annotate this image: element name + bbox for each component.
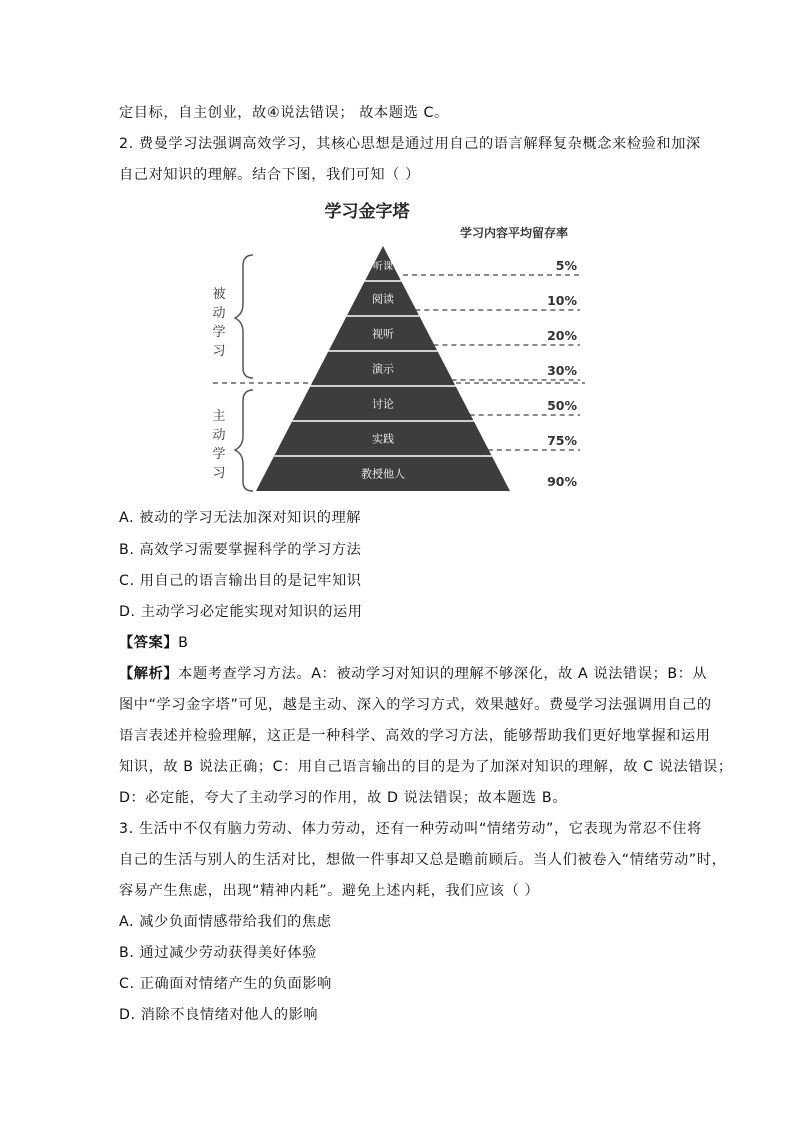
analysis-text: 本题考查学习方法。A：被动学习对知识的理解不够深化，故 A 说法错误；B：从: [178, 666, 708, 682]
side-label-char: 被: [212, 287, 226, 302]
analysis-text-line: 知识，故 B 说法正确；C：用自己语言输出的目的是为了加深对知识的理解，故 C 说法错误；: [119, 759, 733, 775]
active-brace: [235, 390, 253, 491]
side-label-char: 习: [212, 466, 226, 481]
figure-title: 学习金字塔: [324, 202, 410, 222]
analysis-line: [119, 664, 707, 684]
pyramid-level-label: 演示: [372, 362, 394, 376]
answer-value: B: [178, 635, 189, 651]
pyramid-level-label: 实践: [372, 432, 394, 446]
q3-option-d: D. 消除不良情绪对他人的影响: [119, 1007, 319, 1023]
learning-pyramid-figure: [205, 196, 587, 496]
retention-rate: 10%: [547, 293, 577, 308]
pyramid-level-label: 教授他人: [361, 467, 405, 481]
question-2-stem-cont: 自己对知识的理解。结合下图，我们可知（ ）: [119, 167, 420, 183]
q2-option-a: A. 被动的学习无法加深对知识的理解: [119, 510, 362, 526]
retention-rate: 20%: [547, 328, 577, 343]
pyramid-level-label: 讨论: [372, 397, 394, 411]
pyramid-level-label: 视听: [372, 327, 394, 341]
text-line: 定目标，自主创业，故④说法错误； 故本题选 C。: [119, 105, 449, 121]
question-3-stem-cont: 自己的生活与别人的生活对比，想做一件事却又总是瞻前顾后。当人们被卷入“情绪劳动”时，: [119, 852, 727, 868]
retention-rate: 30%: [547, 363, 577, 378]
retention-rate: 75%: [547, 433, 577, 448]
analysis-text-line: D：必定能，夸大了主动学习的作用，故 D 说法错误；故本题选 B。: [119, 790, 567, 806]
analysis-text-line: 图中“学习金字塔”可见，越是主动、深入的学习方式，效果越好。费曼学习法强调用自己的: [119, 697, 712, 713]
side-label-char: 主: [212, 409, 226, 424]
retention-header: 学习内容平均留存率: [459, 226, 569, 240]
answer-tag: 【答案】: [119, 635, 179, 651]
pyramid-level-label: 听课: [373, 261, 393, 273]
pyramid-level-label: 阅读: [372, 292, 394, 306]
question-2-stem: 2. 费曼学习法强调高效学习，其核心思想是通过用自己的语言解释复杂概念来检验和加深: [119, 136, 701, 152]
active-learning-label: [212, 409, 225, 481]
answer-line: [119, 633, 189, 653]
retention-rate: 90%: [547, 474, 577, 489]
q2-option-d: D. 主动学习必定能实现对知识的运用: [119, 604, 363, 620]
q2-option-b: B. 高效学习需要掌握科学的学习方法: [119, 542, 362, 558]
side-label-char: 学: [212, 325, 226, 340]
retention-rate: 5%: [555, 258, 577, 273]
q3-option-b: B. 通过减少劳动获得美好体验: [119, 945, 318, 961]
side-label-char: 动: [212, 428, 226, 443]
q3-option-c: C. 正确面对情绪产生的负面影响: [119, 976, 332, 992]
analysis-text-line: 语言表述并检验理解，这正是一种科学、高效的学习方法，能够帮助我们更好地掌握和运用: [119, 728, 711, 744]
side-label-char: 学: [212, 447, 226, 462]
q3-option-a: A. 减少负面情感带给我们的焦虑: [119, 914, 332, 930]
side-label-char: 动: [212, 306, 226, 321]
question-3-stem-cont: 容易产生焦虑，出现“精神内耗”。避免上述内耗，我们应该（ ）: [119, 883, 540, 899]
question-3-stem: 3. 生活中不仅有脑力劳动、体力劳动，还有一种劳动叫“情绪劳动”，它表现为常忍不住将: [119, 821, 702, 837]
passive-learning-label: [212, 286, 225, 359]
q2-option-c: C. 用自己的语言输出目的是记牢知识: [119, 573, 362, 589]
retention-rate: 50%: [547, 398, 577, 413]
pyramid: [256, 246, 580, 491]
side-label-char: 习: [212, 344, 226, 359]
analysis-tag: 【解析】: [119, 666, 179, 682]
passive-brace: [235, 255, 253, 378]
